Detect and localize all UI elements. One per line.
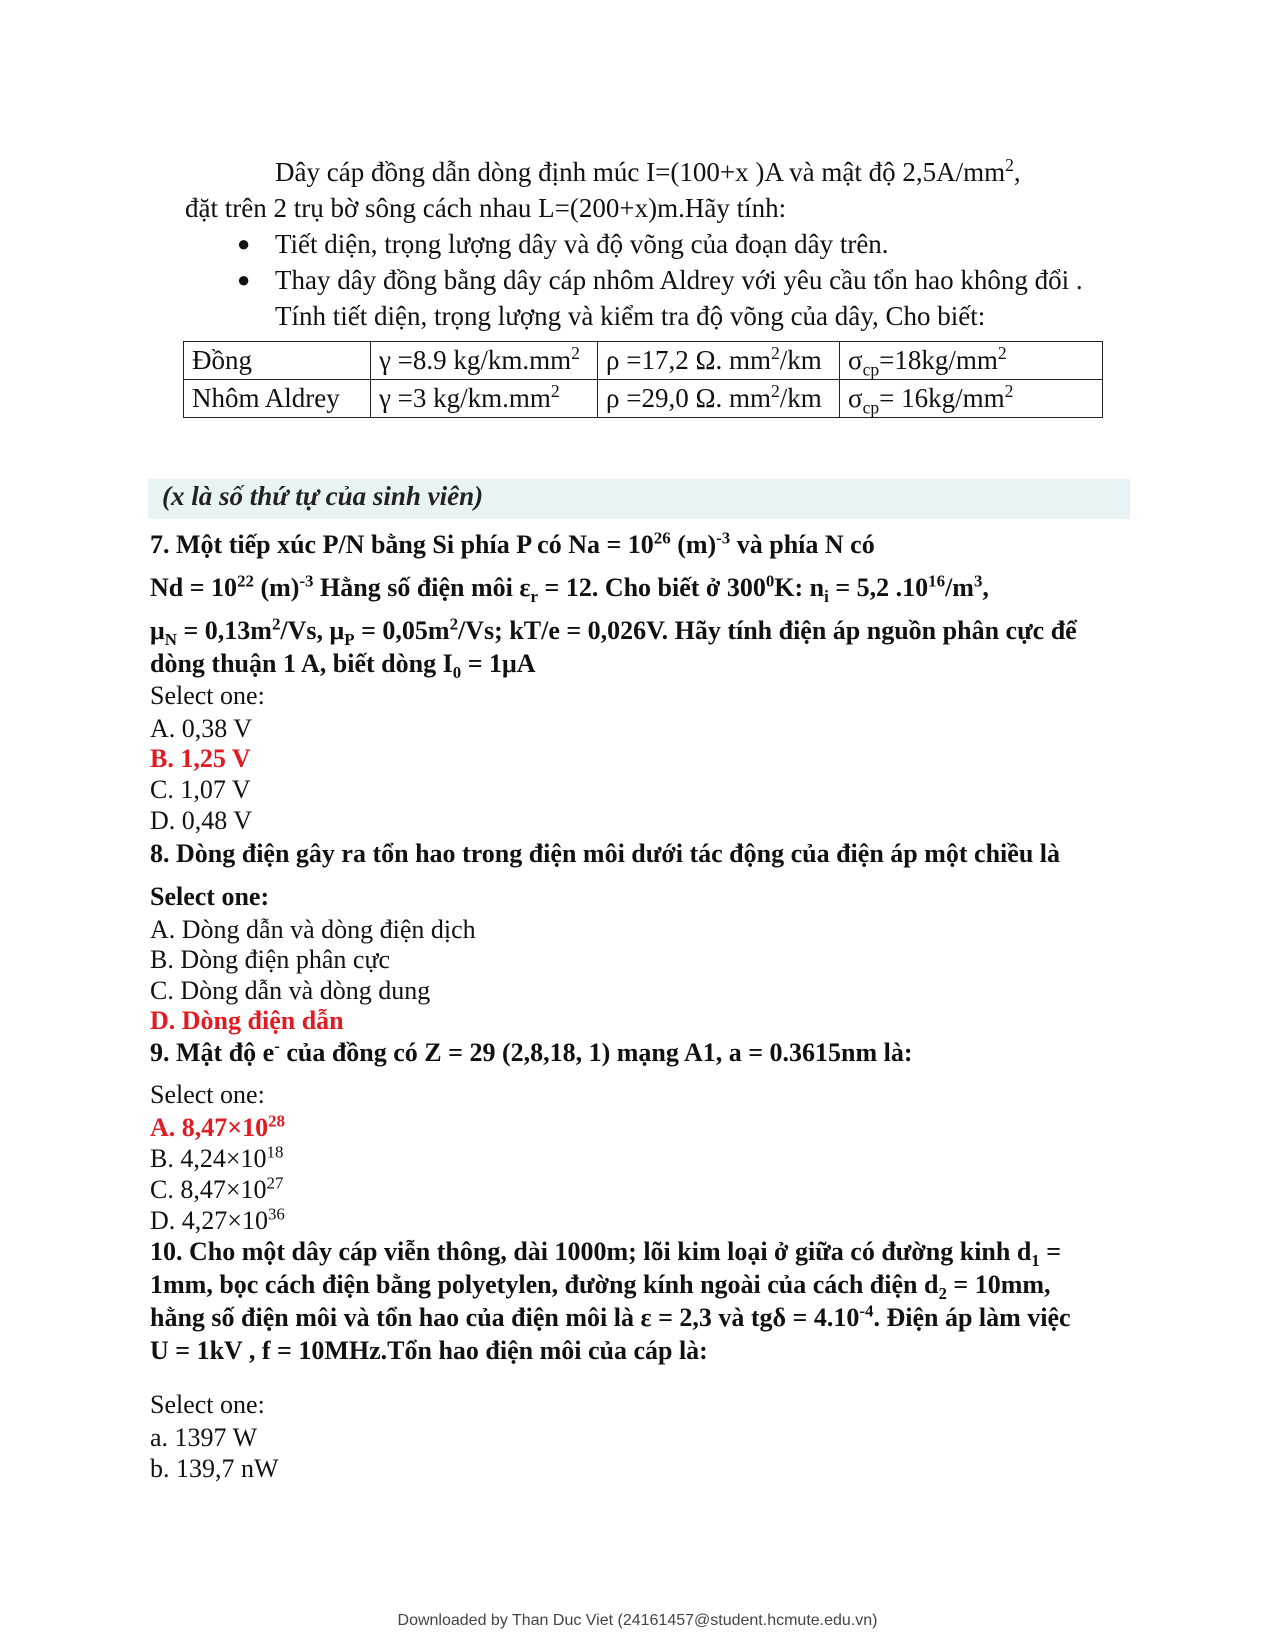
table-cell: γ =3 $kg/km.mm^2$ — [371, 380, 598, 418]
question-line: U = 1kV , f = 10MHz.Tổn hao điện môi của cáp là: — [150, 1336, 708, 1365]
question-7 — [150, 528, 1130, 683]
bullet-icon: ● — [237, 267, 251, 292]
download-footer: Downloaded by Than Duc Viet (24161457@student.hcmute.edu.vn) — [397, 1612, 878, 1629]
intro-bullets — [185, 226, 1125, 334]
answer-option[interactable]: b. 139,7 nW — [150, 1454, 279, 1483]
table-cell: $\sigma_{cp}= 16kg/mm^2$ — [840, 380, 1103, 418]
question-line: 1mm, bọc cách điện bằng polyetylen, đường kính ngoài của cách điện $d_2 = 10mm$, — [150, 1270, 1051, 1304]
question-line: $\mu_N = 0,13m^2/Vs$, $\mu_P = 0,05m^2/Vs$; kT/e = 0,026V. Hãy tính điện áp nguồn phân cực để — [150, 614, 1077, 650]
intro-line-2: đặt trên 2 trụ bờ sông cách nhau L=(200+x)m.Hãy tính: — [185, 193, 787, 223]
answer-option[interactable]: B. Dòng điện phân cực — [150, 945, 391, 974]
answer-option[interactable]: D. 0,48 V — [150, 806, 253, 835]
answer-option[interactable]: D. $4,27\times 10^{36}$ — [150, 1204, 285, 1235]
question-line: hằng số điện môi và tổn hao của điện môi là ε = 2,3 và $tg\delta = 4.10^{-4}$. Điện áp làm việc — [150, 1301, 1071, 1332]
answer-option[interactable]: A. 0,38 V — [150, 714, 253, 743]
bullet-item: ● Thay dây đồng bằng dây cáp nhôm Aldrey với yêu cầu tổn hao không đổi . Tính tiết diện, trọng lượng và kiểm tra độ võng của dây, Cho biết: — [275, 262, 1125, 334]
select-one-label: Select one: — [150, 882, 270, 911]
properties-table — [183, 341, 1103, 418]
question-8: 8. Dòng điện gây ra tổn hao trong điện môi dưới tác động của điện áp một chiều là — [150, 839, 1060, 868]
intro-problem — [185, 154, 1125, 334]
table-cell: γ =8.9 $kg/km.mm^2$ — [371, 342, 598, 380]
answer-option-correct[interactable]: B. 1,25 V — [150, 744, 251, 773]
table-cell: Nhôm Aldrey — [184, 380, 371, 418]
question-10 — [150, 1235, 1130, 1367]
answer-option[interactable]: C. 1,07 V — [150, 775, 251, 804]
question-line: 10. Cho một dây cáp viễn thông, dài 1000m; lõi kim loại ở giữa có đường kinh $d_1$ = — [150, 1237, 1062, 1271]
intro-line: Dây cáp đồng dẫn dòng định múc I=(100+x )A và mật độ $2,5A/mm^2$, — [275, 155, 1021, 187]
table-cell: ρ =29,0 Ω. $mm^2/km$ — [598, 380, 840, 418]
select-one-label: Select one: — [150, 681, 265, 710]
bullet-item: ● Tiết diện, trọng lượng dây và độ võng của đoạn dây trên. — [275, 226, 1125, 262]
table-cell: Đồng — [184, 342, 371, 380]
question-line: dòng thuận 1 A, biết dòng $I_0 = 1\mu A$ — [150, 649, 536, 683]
question-9: 9. Mật độ e- của đồng có Z = 29 (2,8,18, 1) mạng A1, a = 0.3615nm là: — [150, 1036, 913, 1067]
answer-option[interactable]: B. $4,24\times 10^{18}$ — [150, 1142, 284, 1173]
question-line: 7. Một tiếp xúc P/N bằng Si phía P có $Na = 10^{26}$ $(m)^{-3}$ và phía N có — [150, 528, 875, 559]
table-cell: ρ =17,2 Ω. $mm^2/km$ — [598, 342, 840, 380]
note-banner — [148, 479, 1130, 519]
answer-option-correct[interactable]: D. Dòng điện dẫn — [150, 1006, 344, 1035]
table-row — [184, 380, 1103, 418]
answer-option[interactable]: C. $8,47\times 10^{27}$ — [150, 1173, 284, 1204]
answer-option[interactable]: A. Dòng dẫn và dòng điện dịch — [150, 915, 476, 944]
question-line: $Nd = 10^{22}$ $(m)^{-3}$ Hằng số điện môi $\varepsilon_r = 12$. Cho biết ở $300^0K$: $n_i = 5,2$ $.10^{16}/m^3$, — [150, 571, 989, 607]
answer-option-correct[interactable]: A. $8,47\times 10^{28}$ — [150, 1111, 285, 1142]
select-one-label: Select one: — [150, 1080, 265, 1109]
answer-option[interactable]: a. 1397 W — [150, 1423, 258, 1452]
select-one-label: Select one: — [150, 1390, 265, 1419]
table-row — [184, 342, 1103, 380]
bullet-icon: ● — [237, 231, 251, 256]
note-text: (x là số thứ tự của sinh viên) — [162, 481, 484, 511]
table-cell: $\sigma_{cp}=18kg/mm^2$ — [840, 342, 1103, 380]
answer-option[interactable]: C. Dòng dẫn và dòng dung — [150, 976, 431, 1005]
